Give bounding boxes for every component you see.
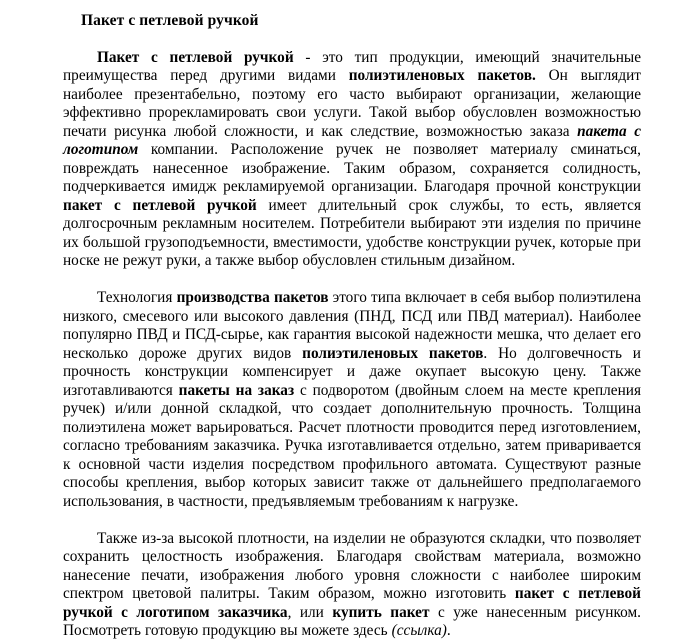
paragraph-1	[63, 49, 641, 271]
page-title: Пакет с петлевой ручкой	[81, 12, 259, 29]
text-run-normal: . Но долговечность и прочность конструкции компенсирует и даже окупает высокую цену. Также изготавливаются	[63, 344, 641, 399]
text-run-bold-italic: пакета с логотипом	[63, 122, 641, 158]
text-run-normal: Также из-за высокой плотности, на изделии не образуются складки, что позволяет сохранить целостность изображения. Благодаря свойствам материала, возможно нанесение печати, изображения любого уровня сложности с наиболее широким спектром цветовой палитры. Таким образом, можно изготовить	[63, 529, 641, 602]
text-run-normal: , или	[287, 603, 333, 621]
text-run-bold: пакет с петлевой ручкой с логотипом заказчика	[63, 585, 641, 621]
text-run-bold: пакеты на заказ	[178, 381, 295, 399]
paragraph-3	[63, 530, 641, 641]
paragraph-2	[63, 289, 641, 511]
text-run-normal: этого типа включает в себя выбор полиэтилена низкого, смесевого или высокого давления (ПНД, ПСД или ПВД материал). Наиболее популярно ПВД и ПСД-сырье, как гарантия высокой надежности мешка, что делает его несколько дороже других видов	[63, 289, 641, 362]
text-run-normal: .	[446, 622, 451, 639]
text-run-normal: имеет длительный срок службы, то есть, является долгосрочным рекламным носителем. Потребители выбирают эти изделия по причине их большой грузоподъемности, вместимости, удобстве конструкции ручек, которые при носке не режут руки, а также выбор обусловлен стильным дизайном.	[63, 196, 641, 269]
text-run-normal: с подворотом (двойным слоем на месте крепления ручек) и/или донной складкой, что создает дополнительную прочность. Толщина полиэтилена может варьироваться. Расчет плотности проводится перед изготовлением, согласно требованиям заказчика. Ручка изготавливается отдельно, затем приваривается к основной части изделия посредством профильного автомата. Существуют разные способы крепления, выбор которых зависит также от дальнейшего предполагаемого использования, в частности, предъявляемым требованиям к нагрузке.	[63, 381, 641, 510]
text-run-bold: полиэтиленовых пакетов.	[348, 67, 536, 84]
text-run-normal: Он выглядит наиболее презентабельно, поэтому его часто выбирают организации, желающие эффективно прорекламировать свои услуги. Такой выбор обусловлен возможностью печати рисунка любой сложности, и как следствие, возможностью заказа	[63, 67, 641, 140]
text-run-normal: - это тип продукции, имеющий значительные преимущества перед другими видами	[63, 48, 641, 84]
document-body	[63, 12, 641, 641]
text-run-bold: пакет с петлевой ручкой	[63, 196, 257, 214]
text-run-normal: Технология	[97, 289, 177, 306]
text-run-bold: производства пакетов	[176, 289, 329, 306]
text-run-italic: (ссылка)	[391, 622, 447, 639]
text-run-bold: купить пакет	[332, 603, 430, 621]
text-run-bold: Пакет с петлевой ручкой	[97, 48, 294, 66]
text-run-normal: с уже нанесенным рисунком. Посмотреть готовую продукцию вы можете здесь	[63, 603, 641, 639]
text-run-bold: полиэтиленовых пакетов	[302, 344, 484, 362]
text-run-normal: компании. Расположение ручек не позволяет материалу сминаться, повреждать нанесенное изображение. Таким образом, сохраняется солидность, подчеркивается имидж рекламируемой организации. Благодаря прочной конструкции	[63, 141, 641, 195]
